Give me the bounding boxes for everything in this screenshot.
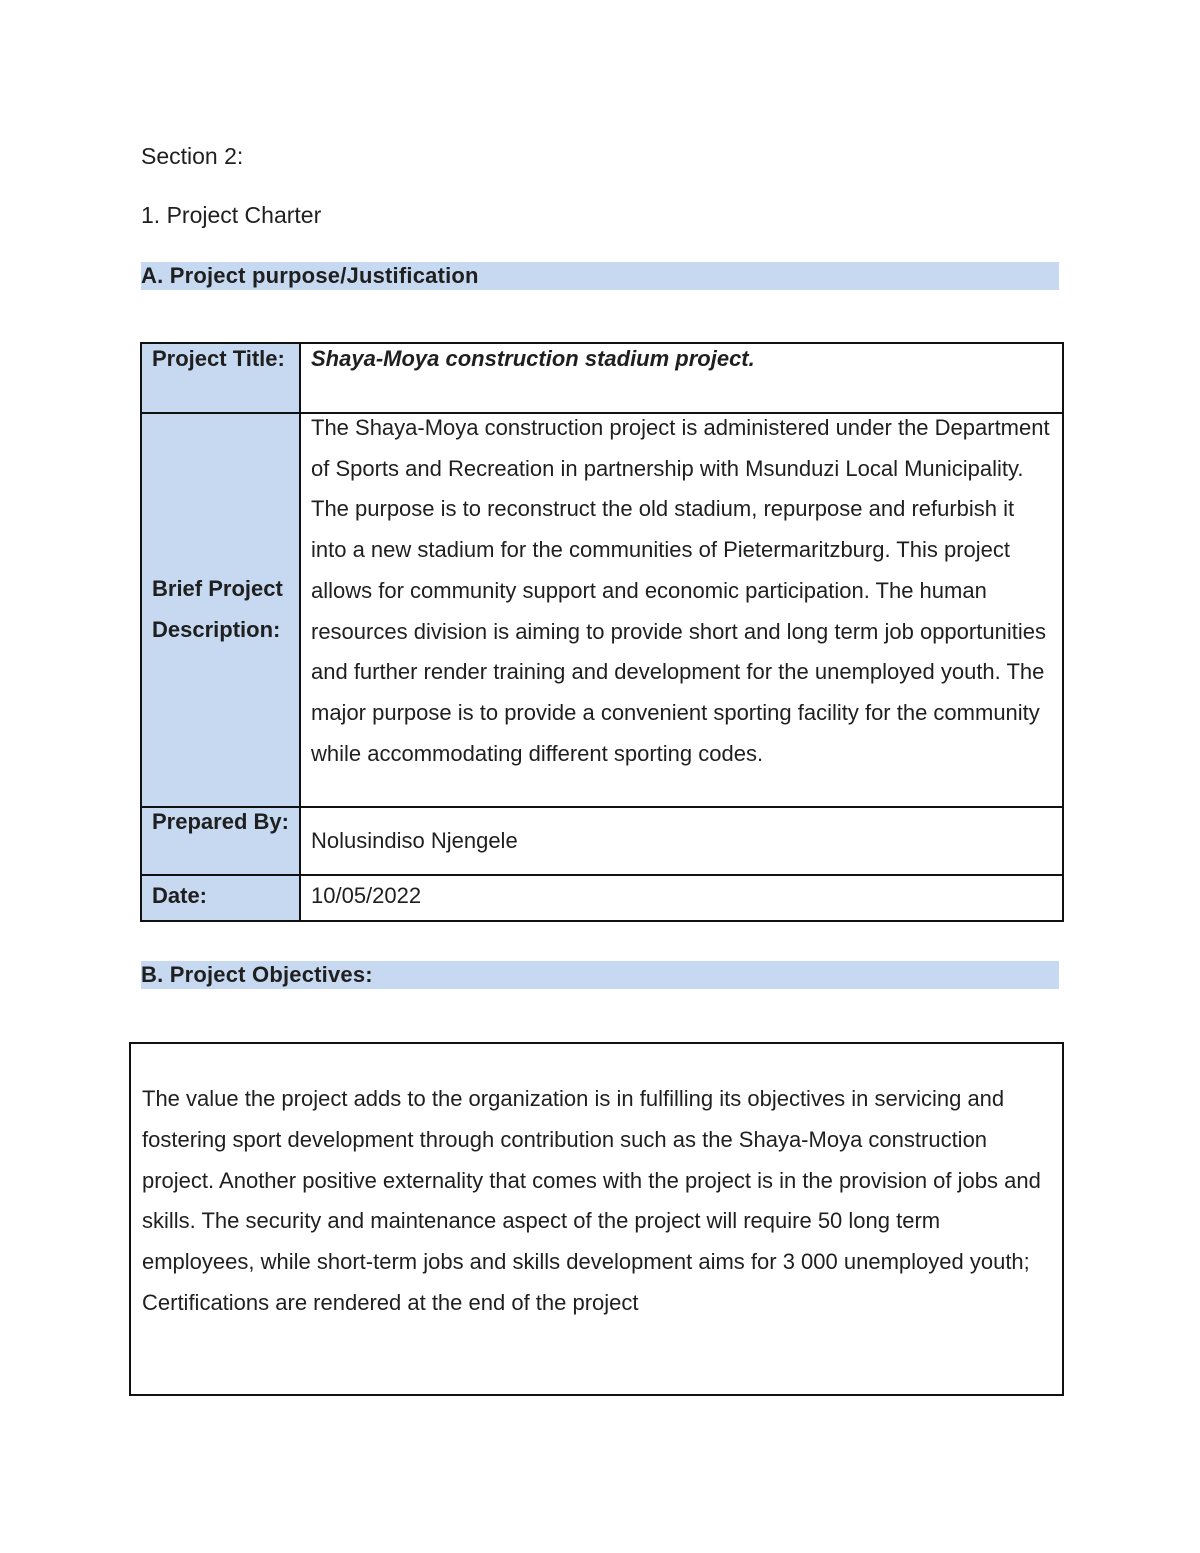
objectives-box [129, 1042, 1064, 1396]
prepared-by-label-text: Prepared By: [152, 809, 289, 834]
project-charter-heading: 1. Project Charter [141, 202, 322, 228]
description-label-text: Brief Project Description: [152, 576, 283, 642]
project-title-label-text: Project Title: [152, 346, 285, 371]
date-label [141, 875, 300, 921]
objectives-heading: B. Project Objectives: [141, 961, 1059, 989]
section-label: Section 2: [141, 143, 244, 169]
prepared-by-value [300, 807, 1063, 875]
description-value [300, 413, 1063, 807]
project-charter-table [140, 342, 1064, 922]
project-title-text: Shaya-Moya construction stadium project. [311, 346, 755, 371]
date-value [300, 875, 1063, 921]
description-text: The Shaya-Moya construction project is administered under the Department of Sports and Recreation in partnership with Msunduzi Local Municipality. The purpose is to reconstruct the old stadium, repurpose and refurbish it into a new stadium for the communities of Pietermaritzburg. This project allows for community support and economic participation. The human resources division is aiming to provide short and long term job opportunities and further render training and development for the unemployed youth. The major purpose is to provide a convenient sporting facility for the community while accommodating different sporting codes. [311, 415, 1050, 766]
project-title-value [300, 343, 1063, 413]
date-text: 10/05/2022 [311, 883, 422, 908]
date-label-text: Date: [152, 883, 208, 908]
table-row-title [141, 343, 1063, 413]
purpose-heading: A. Project purpose/Justification [141, 262, 1059, 290]
objectives-text: The value the project adds to the organization is in fulfilling its objectives in servicing and fostering sport development through contribution such as the Shaya-Moya construction project. Another positive externality that comes with the project is in the provision of jobs and skills. The security and maintenance aspect of the project will require 50 long term employees, while short-term jobs and skills development aims for 3 000 unemployed youth; Certifications are rendered at the end of the project [142, 1086, 1041, 1315]
table-row-prepared-by [141, 807, 1063, 875]
prepared-by-label [141, 807, 300, 875]
project-title-label [141, 343, 300, 413]
prepared-by-text: Nolusindiso Njengele [311, 827, 518, 853]
table-row-description [141, 413, 1063, 807]
table-row-date [141, 875, 1063, 921]
description-label [141, 413, 300, 807]
